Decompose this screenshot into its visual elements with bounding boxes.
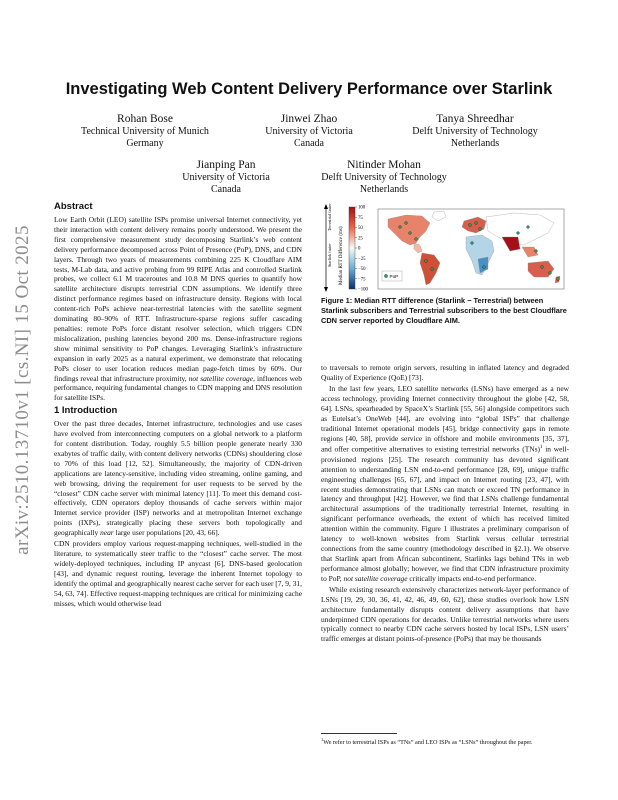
author-country: Canada	[294, 138, 324, 149]
colorbar-ticks	[355, 206, 369, 293]
pop-marker	[409, 232, 412, 235]
pop-marker	[469, 224, 472, 227]
arrow-top-label: Terrestrial faster	[327, 203, 332, 231]
intro-paragraph	[54, 419, 302, 538]
author-country: Germany	[126, 138, 164, 149]
body-text: In the last few years, LEO satellite networks (LSNs) have emerged as a new access technology, providing Internet connectivity throughout the globe [42, 58, 64]. LSNs, spearheaded by SpaceX’s Starlink [55, 56] alongside competitors such as Eutelsat’s OneWeb [44], are evolving into “global ISPs” that challenge traditional Internet operational models [45], bridge connectivity gaps in remote regions [40, 58], provide service in offshore and mobile environments [35, 37], and offer competitive alternatives to existing terrestrial networks (TNs)	[321, 384, 569, 454]
arrow-bottom-label: Starlink faster	[327, 243, 332, 267]
intro-emphasis: near	[100, 528, 114, 538]
author-name: Tanya Shreedhar	[436, 113, 514, 125]
author-block	[299, 159, 469, 197]
colorbar	[349, 207, 355, 289]
abstract-text-end: , influences web performance, requiring fundamental changes to CDN mapping and DNS resolution for satellite ISPs.	[54, 373, 302, 403]
author-affiliation: University of Victoria	[265, 125, 353, 137]
colorbar-tick-label: 0	[358, 246, 361, 252]
pop-legend-icon	[384, 274, 387, 277]
abstract-text: Low Earth Orbit (LEO) satellite ISPs promise universal Internet connectivity, yet their interaction with content delivery remains poorly understood. We present the first comprehensive measurement study decomposing Starlink’s web content delivery performance decomposed across Point of Presence (PoP), DNS, and CDN layers. Through two years of measurements combining 225 K Cloudflare AIM tests, M-Lab data, and active probing from 99 RIPE Atlas and controlled Starlink probes, we collect 6.1 M traceroutes and 10.8 M DNS queries to quantify how satellite architecture disrupts terrestrial CDN assumptions. We identify three distinct performance regimes based on infrastructure density. Regions with local content-rich PoPs achieve near-terrestrial latencies with the satellite segment dominating 80–90% of RTT. Infrastructure-sparse regions suffer cascading penalties: remote PoPs force distant resolver selection, which triggers CDN mislocalization, pushing latencies beyond 200 ms. Dense-infrastructure regions show minimal sensitivity to PoP changes. Leveraging Starlink’s infrastructure expansion in early 2025 as a natural experiment, we demonstrate that relocating PoPs closer to user location reduces median page-fetch times by 60%. Our findings reveal that infrastructure proximity,	[54, 215, 302, 383]
colorbar-tick-label: 50	[358, 226, 363, 232]
pop-marker	[399, 226, 402, 229]
pop-marker	[479, 228, 482, 231]
colorbar-tick-label: −25	[358, 256, 366, 262]
legend-label: PoP	[389, 274, 399, 279]
intro-paragraph: CDN providers employ various request-mapping techniques, well-studied in the literature, to systematically steer traffic to the “closest” cache server. The most widely-deployed techniques, including IP anycast [6], DNS-based geolocation [43], and dynamic request routing, leverage the inherent Internet topology to identify the optimal and geographically nearest cache server for each user [7, 9, 31, 54, 63, 74]. Effective request-mapping techniques are critical for minimizing cache misses, which would otherwise lead	[54, 539, 302, 608]
body-paragraph: to traversals to remote origin servers, resulting in inflated latency and degraded Quality of Experience (QoE) [73].	[321, 363, 569, 382]
footnote-number: 1	[321, 737, 324, 742]
intro-text: Over the past three decades, Internet infrastructure, technologies and use cases have evolved from interconnecting computers on a global network to a platform for content distribution. Today, roughly 5.5 billion people generate nearly 330 exabytes of traffic daily, with content delivery networks (CDNs) shouldering close to 70% of this load [12, 52]. Simultaneously, the majority of CDN-driven applications are latency-sensitive, including video streaming, online gaming, and web browsing, driving the requirement for user requests to be served by the “closest” CDN cache server with minimal latency [11]. To meet this demand cost-effectively, CDN operators deploy thousands of cache servers within major Internet service provider (ISP) networks and at metropolitan Internet exchange points (IXPs), strategically placing these servers both topologically and geographically	[54, 419, 302, 538]
figure-caption: Figure 1: Median RTT difference (Starlink − Terrestrial) between Starlink subscribers and Terrestrial subscribers to the best Cloudflare CDN server reported by Cloudflare AIM.	[321, 296, 567, 325]
arrow-down-icon	[324, 287, 328, 292]
intro-heading: 1 Introduction	[54, 405, 118, 417]
arxiv-id-text: arXiv:2510.13710v1 [cs.NI] 15 Oct 2025	[12, 225, 33, 555]
colorbar-tick-label: −50	[358, 267, 366, 273]
figure-1	[322, 203, 572, 295]
author-country: Netherlands	[450, 138, 500, 149]
author-name: Jianping Pan	[196, 159, 256, 171]
author-block	[224, 113, 394, 151]
pop-marker	[535, 250, 538, 253]
pop-marker	[405, 222, 408, 225]
pop-marker	[549, 272, 552, 275]
footnote-text: We refer to terrestrial ISPs as “TNs” and LEO ISPs as “LSNs” throughout the paper.	[323, 739, 533, 747]
pop-marker	[431, 268, 434, 271]
pop-marker	[527, 226, 530, 229]
paper-title: Investigating Web Content Delivery Performance over Starlink	[65, 80, 553, 98]
author-affiliation: Delft University of Technology	[412, 125, 538, 137]
pop-marker	[517, 232, 520, 235]
pop-marker	[557, 278, 560, 281]
author-name: Rohan Bose	[117, 113, 173, 125]
author-country: Netherlands	[359, 184, 409, 195]
pop-marker	[475, 222, 478, 225]
author-block	[141, 159, 311, 197]
abstract-heading: Abstract	[54, 201, 93, 212]
author-block	[390, 113, 560, 151]
body-text-cont: in well-provisioned regions [25]. The research community has devoted significant attention to understanding LSN end-to-end performance [28, 69], unique traffic engineering challenges [65, 67], and impact on Internet routing [23, 47], with recent studies demonstrating that LSNs can match or exceed TN performance in latency and throughput [42]. However, we find that LSNs challenge fundamental architectural assumptions of the traditionally terrestrial Internet, resulting in significant performance overheads, the extent of which has received limited attention within the community. Figure 1 illustrates a preliminary comparison of latency to well-known websites from Starlink versus cellular terrestrial connections from the same country (methodology described in §2.1). We observe that Starlink apart from African subcontinent, Starlinks lags behind TNs in web performance almost globally; however, we find that CDN infrastructure proximity to PoP,	[321, 444, 569, 583]
body-paragraph	[321, 384, 569, 584]
colorbar-tick-label: 75	[358, 215, 363, 221]
author-name: Jinwei Zhao	[280, 113, 338, 125]
pop-marker	[483, 266, 486, 269]
pop-marker	[415, 238, 418, 241]
author-affiliation: University of Victoria	[182, 171, 270, 183]
pop-marker	[541, 266, 544, 269]
abstract-emphasis: not satellite coverage	[188, 373, 254, 383]
author-block	[60, 113, 230, 151]
body-text-end: critically impacts end-to-end performance.	[407, 573, 537, 583]
author-name: Nitinder Mohan	[347, 159, 421, 171]
arxiv-identifier	[4, 190, 42, 590]
colorbar-tick-label: 100	[358, 205, 366, 211]
colorbar-tick-label: 25	[358, 236, 363, 242]
colorbar-tick-label: −75	[358, 277, 366, 283]
body-emphasis: not satellite coverage	[343, 573, 408, 583]
pop-marker	[425, 260, 428, 263]
intro-text-end: large user populations [20, 43, 66].	[113, 528, 220, 538]
author-country: Canada	[211, 184, 241, 195]
footnote	[321, 736, 571, 747]
footnote-marker: 1	[540, 445, 543, 451]
rtt-map-figure	[322, 203, 572, 295]
abstract-paragraph	[54, 215, 302, 403]
author-affiliation: Technical University of Munich	[81, 125, 209, 137]
footnote-rule	[321, 733, 397, 734]
body-paragraph: While existing research extensively characterizes network-layer performance of LSNs [19, 29, 30, 36, 41, 42, 46, 49, 60, 62], these studies overlook how LSN architecture fundamentally disrupts content delivery assumptions that have underpinned CDN operations for decades. Unlike terrestrial networks where users typically connect to nearby CDN cache servers hosted by local ISPs, LSN users’ traffic emerges at distant points-of-presence (PoPs) that may be thousands	[321, 584, 569, 644]
pop-marker	[471, 242, 474, 245]
colorbar-label: Median RTT Difference (ms)	[339, 226, 344, 285]
author-affiliation: Delft University of Technology	[321, 171, 447, 183]
right-column	[321, 363, 569, 645]
colorbar-tick-label: −100	[358, 287, 368, 293]
left-column	[54, 201, 302, 610]
